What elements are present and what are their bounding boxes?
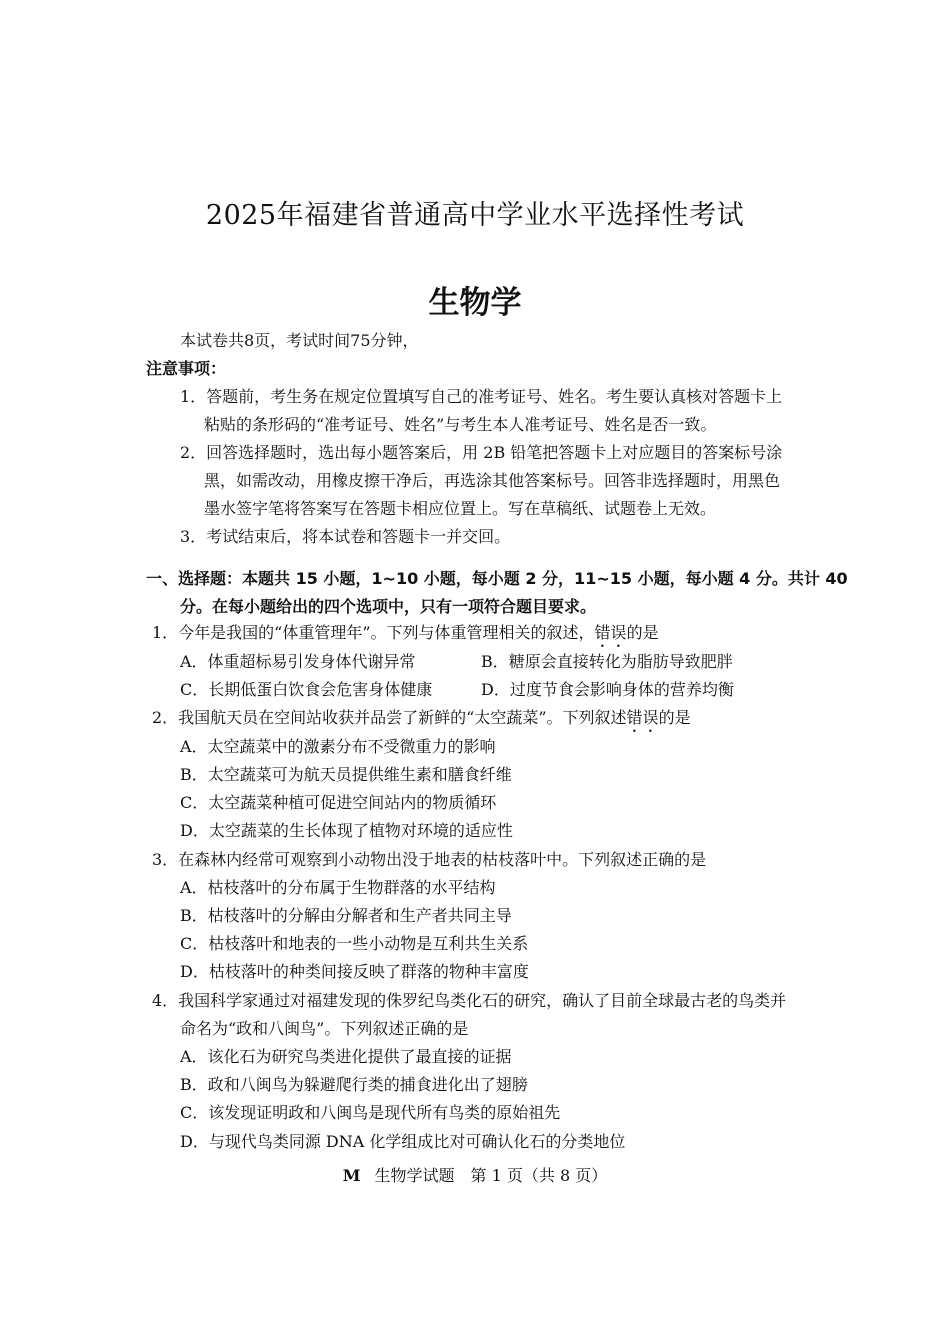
question-4-option-d: D．与现代鸟类同源 DNA 化学组成比对可确认化石的分类地位 — [180, 1132, 626, 1151]
section-heading-line-2: 分。在每小题给出的四个选项中，只有一项符合题目要求。 — [180, 597, 597, 616]
question-4-option-a: A．该化石为研究鸟类进化提供了最直接的证据 — [180, 1047, 512, 1066]
question-2-stem-post: 的是 — [658, 708, 691, 727]
question-3-option-d: D．枯枝落叶的种类间接反映了群落的物种丰富度 — [180, 962, 529, 981]
question-2-option-a: A．太空蔬菜中的激素分布不受微重力的影响 — [180, 737, 496, 756]
notice-item-3-line-1: 3．考试结束后，将本试卷和答题卡一并交回。 — [180, 527, 511, 546]
footer-page-info: 生物学试题 第 1 页（共 8 页） — [374, 1166, 608, 1185]
question-1-option-a: A．体重超标易引发身体代谢异常 — [180, 652, 416, 671]
notice-item-1-line-2: 粘贴的条形码的“准考证号、姓名”与考生本人准考证号、姓名是否一致。 — [204, 415, 717, 434]
question-1-option-d: D．过度节食会影响身体的营养均衡 — [481, 680, 734, 699]
notice-item-2-line-3: 墨水签字笔将答案写在答题卡相应位置上。写在草稿纸、试题卷上无效。 — [204, 499, 717, 518]
notice-item-2-line-1: 2．回答选择题时，选出每小题答案后，用 2B 铅笔把答题卡上对应题目的答案标号涂 — [180, 443, 783, 462]
question-2-stem-pre: 2．我国航天员在空间站收获并品尝了新鲜的“太空蔬菜”。下列叙述 — [152, 708, 627, 727]
question-4-stem-line-1: 4．我国科学家通过对福建发现的侏罗纪鸟类化石的研究，确认了目前全球最古老的鸟类并 — [152, 991, 787, 1010]
footer-mark: M — [342, 1166, 361, 1185]
section-heading-line-1: 一、选择题：本题共 15 小题，1~10 小题，每小题 2 分，11~15 小题，每小题 4 分。共计 40 — [146, 569, 848, 588]
notice-heading: 注意事项： — [146, 359, 227, 378]
question-1-stem-pre: 1．今年是我国的“体重管理年”。下列与体重管理相关的叙述， — [152, 623, 595, 642]
question-1-stem — [152, 623, 659, 651]
question-4-stem-line-2: 命名为“政和八闽鸟”。下列叙述正确的是 — [180, 1019, 469, 1038]
question-1-option-c: C．长期低蛋白饮食会危害身体健康 — [180, 680, 433, 699]
question-1-stem-emphasis: 错误 — [594, 623, 627, 642]
notice-item-2-line-2: 黑，如需改动，用橡皮擦干净后，再选涂其他答案标号。回答非选择题时，用黑色 — [204, 471, 781, 490]
question-4-option-b: B．政和八闽鸟为躲避爬行类的捕食进化出了翅膀 — [180, 1075, 528, 1094]
intro-text: 本试卷共8页，考试时间75分钟， — [180, 331, 419, 350]
question-3-stem: 3．在森林内经常可观察到小动物出没于地表的枯枝落叶中。下列叙述正确的是 — [152, 850, 707, 869]
notice-item-1-line-1: 1．答题前，考生务在规定位置填写自己的准考证号、姓名。考生要认真核对答题卡上 — [180, 387, 783, 406]
question-3-option-a: A．枯枝落叶的分布属于生物群落的水平结构 — [180, 878, 496, 897]
question-2-option-d: D．太空蔬菜的生长体现了植物对环境的适应性 — [180, 821, 513, 840]
question-2-stem — [152, 708, 691, 736]
question-3-option-b: B．枯枝落叶的分解由分解者和生产者共同主导 — [180, 906, 512, 925]
question-1-option-b: B．糖原会直接转化为脂肪导致肥胖 — [481, 652, 733, 671]
question-2-option-b: B．太空蔬菜可为航天员提供维生素和膳食纤维 — [180, 765, 512, 784]
question-2-option-c: C．太空蔬菜种植可促进空间站内的物质循环 — [180, 793, 497, 812]
question-3-option-c: C．枯枝落叶和地表的一些小动物是互利共生关系 — [180, 934, 529, 953]
question-1-stem-post: 的是 — [626, 623, 659, 642]
page-title: 2025年福建省普通高中学业水平选择性考试 — [205, 200, 745, 231]
subject-title: 生物学 — [428, 285, 522, 321]
page-footer — [0, 1163, 950, 1186]
question-4-option-c: C．该发现证明政和八闽鸟是现代所有鸟类的原始祖先 — [180, 1103, 561, 1122]
question-2-stem-emphasis: 错误 — [626, 708, 659, 727]
